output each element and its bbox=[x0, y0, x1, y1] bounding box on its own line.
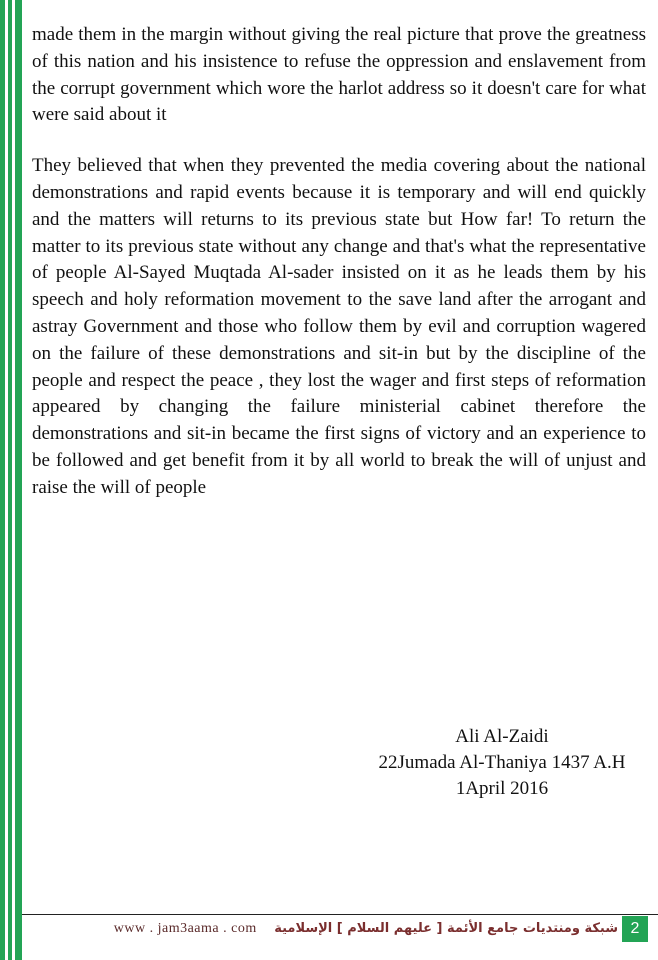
signature-block bbox=[352, 724, 652, 802]
gregorian-date: 1April 2016 bbox=[455, 778, 549, 799]
footer-divider bbox=[22, 914, 658, 915]
page-number-badge: 2 bbox=[622, 916, 648, 942]
stripe-bar bbox=[15, 0, 22, 960]
network-name: شبكة ومنتديات جامع الأئمة [ عليهم السلام ] الإسلامية bbox=[274, 921, 618, 936]
website-link[interactable]: www . jam3aama . com bbox=[113, 921, 257, 936]
side-stripe-decoration bbox=[0, 0, 22, 960]
author-name: Ali Al-Zaidi bbox=[455, 726, 549, 747]
stripe-bar bbox=[0, 0, 5, 960]
paragraph-2: They believed that when they prevented the media covering about the national demonstrations and rapid events because it is temporary and will end quickly and the matters will returns to its previous state but How far! To return the matter to its previous state without any change and that's what the representative of people Al-Sayed Muqtada Al-sader insisted on it as he leads them by his speech and holy reformation movement to the save land after the arrogant and astray Government and those who follow them by evil and corruption wagered on the failure of these demonstrations and sit-in but by the discipline of the people and respect the peace , they lost the wager and first steps of reformation appeared by changing the failure ministerial cabinet therefore the demonstrations and sit-in became the first signs of victory and an experience to be followed and get benefit from it by all world to break the will of unjust and raise the will of people bbox=[32, 155, 646, 498]
footer-text bbox=[114, 921, 618, 937]
stripe-bar bbox=[8, 0, 12, 960]
page-footer bbox=[0, 916, 658, 946]
article-body bbox=[32, 22, 646, 502]
hijri-date: 22Jumada Al-Thaniya 1437 A.H bbox=[378, 752, 626, 773]
paragraph-1: made them in the margin without giving the real picture that prove the greatness of this nation and his insistence to refuse the oppression and enslavement from the corrupt government which wore the harlot address so it doesn't care for what were said about it bbox=[32, 24, 646, 126]
